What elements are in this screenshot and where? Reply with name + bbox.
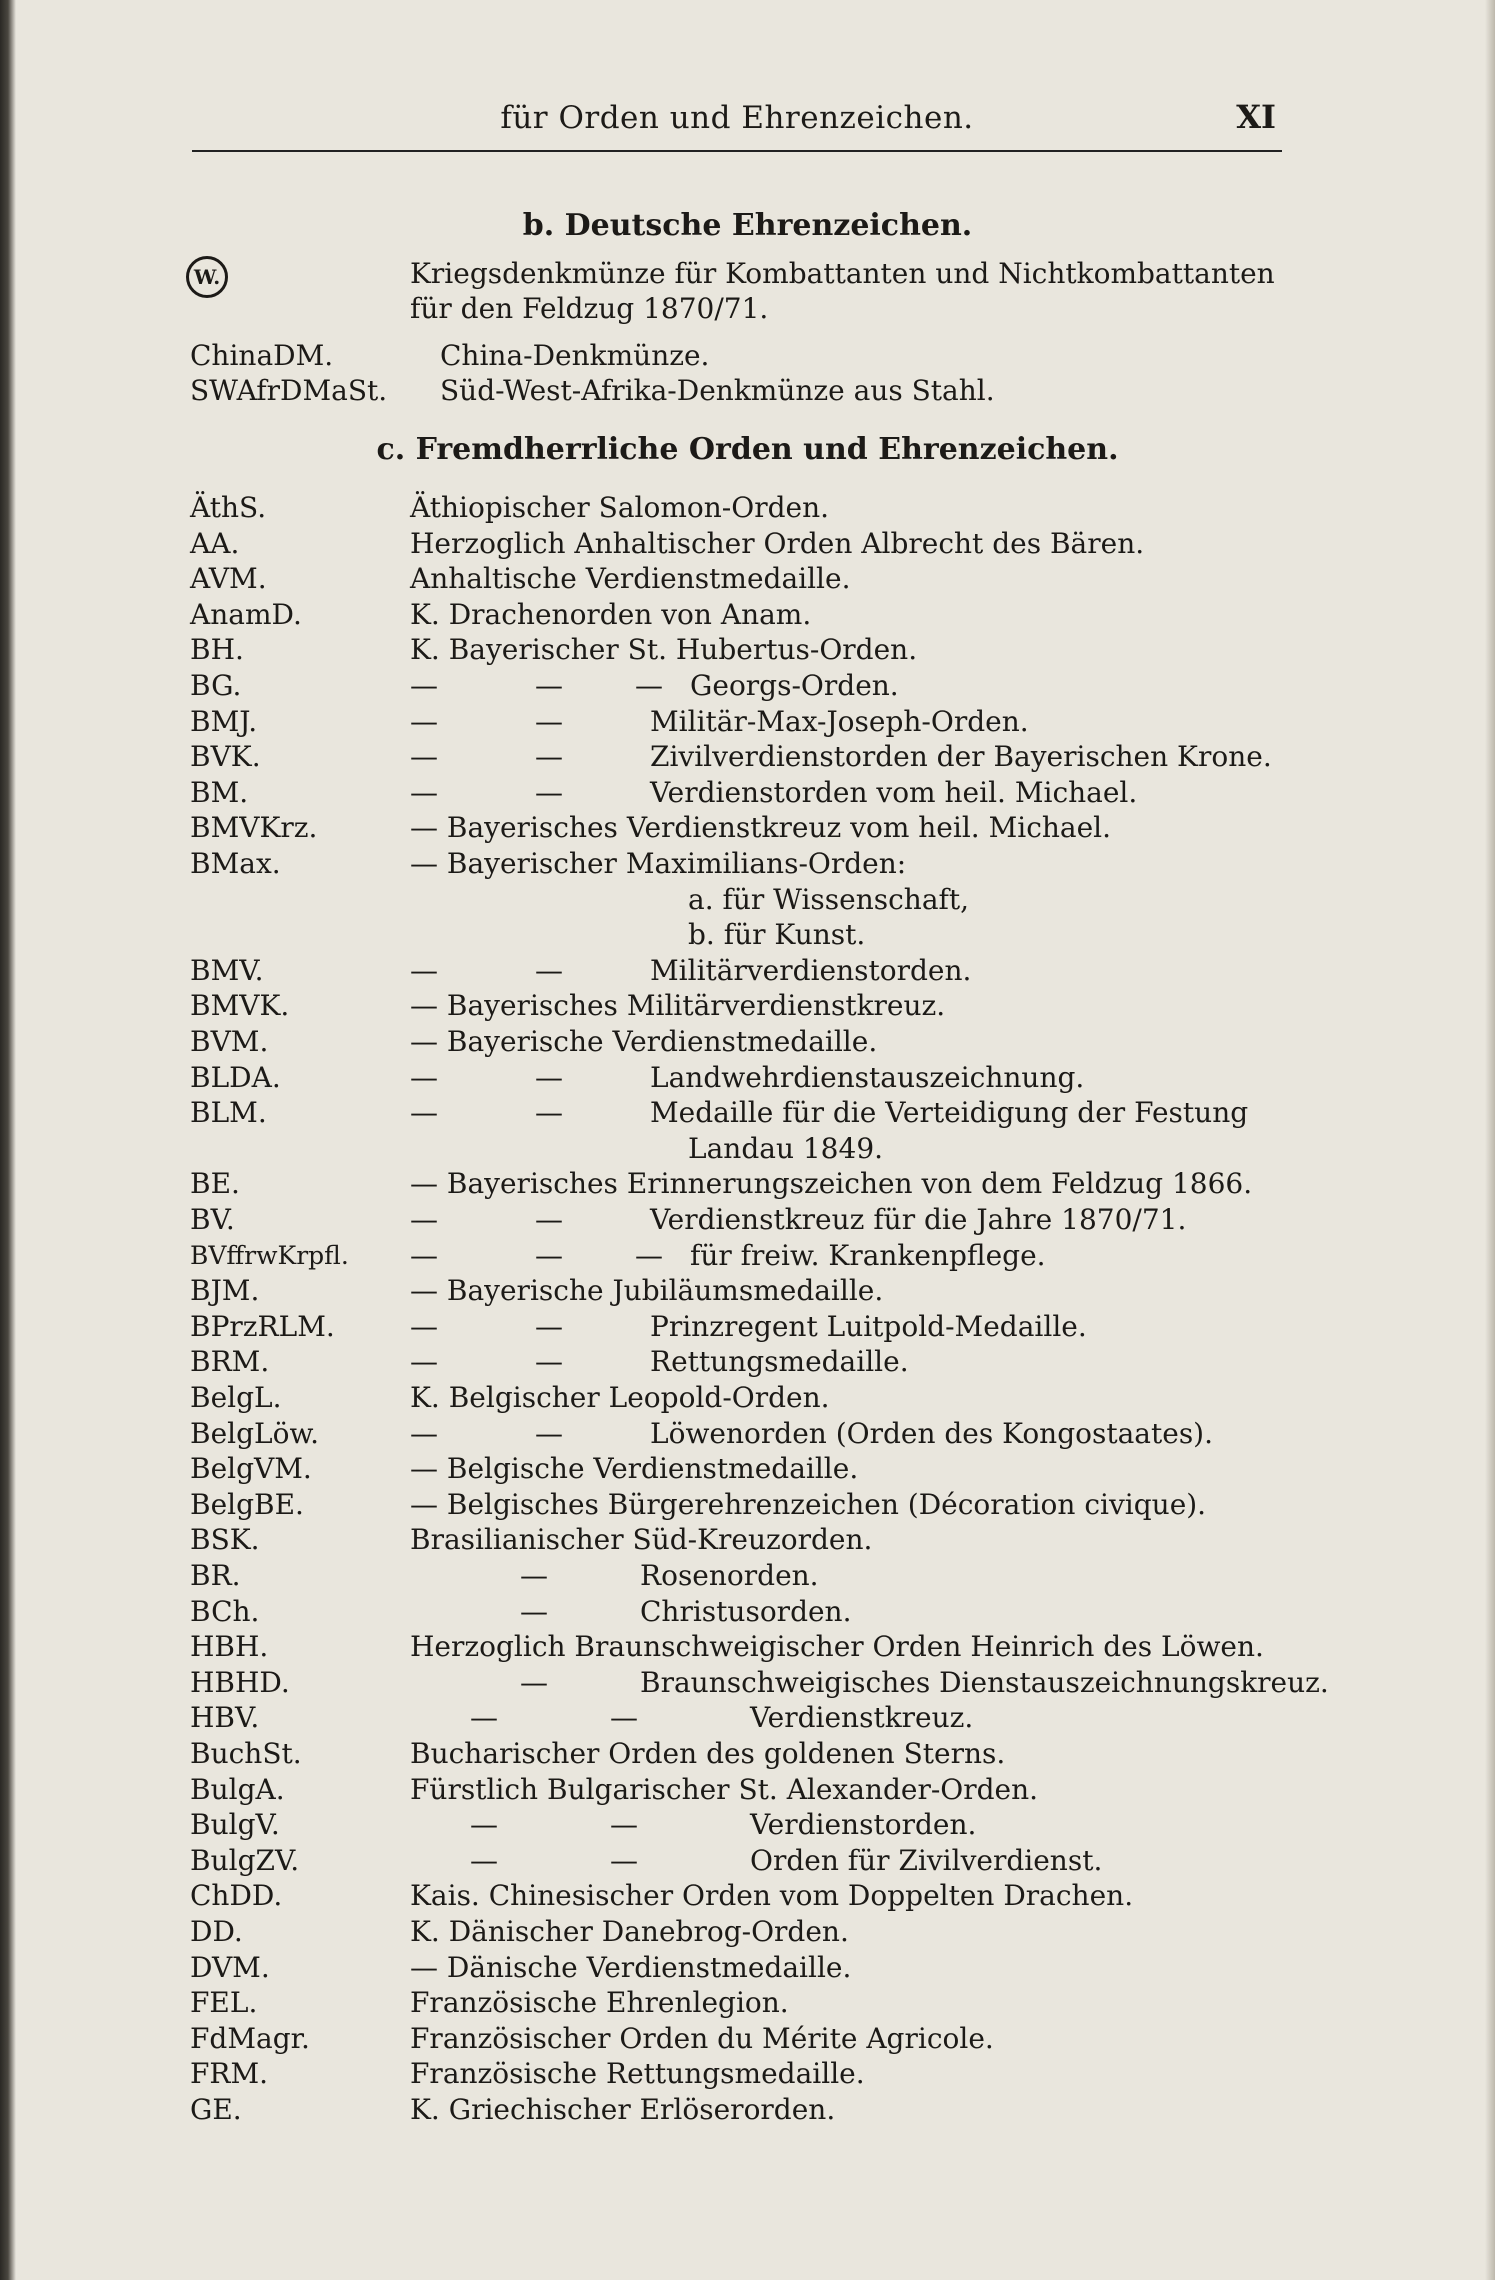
ditto-mark: — — [535, 1238, 563, 1272]
entry-abbr: ChinaDM. — [190, 339, 334, 372]
entry-abbr: BelgVM. — [190, 1452, 312, 1486]
entry-desc: Militärverdienstorden. — [650, 953, 972, 987]
entry-desc: Anhaltische Verdienstmedaille. — [410, 562, 851, 596]
entry-desc: Bucharischer Orden des goldenen Sterns. — [410, 1737, 1006, 1770]
entry-abbr: HBHD. — [190, 1665, 290, 1699]
entry-abbr: BMax. — [190, 847, 281, 880]
entry-desc: China-Denkmünze. — [440, 339, 710, 372]
entry-abbr: SWAfrDMaSt. — [190, 374, 388, 407]
ditto-mark: — — [535, 775, 563, 809]
entry-subline: Landau 1849. — [688, 1131, 884, 1165]
entry-abbr: BVM. — [190, 1025, 269, 1058]
ditto-mark: — — [520, 1665, 548, 1699]
ditto-mark: — — [610, 1808, 638, 1842]
entry-abbr: BH. — [190, 633, 244, 667]
entry-desc-cont: für den Feldzug 1870/71. — [410, 292, 769, 325]
entry-desc: Rosenorden. — [640, 1559, 819, 1592]
entry-desc: Herzoglich Braunschweigischer Orden Heinrich des Löwen. — [410, 1630, 1264, 1664]
entry-subline: a. für Wissenschaft, — [688, 882, 970, 916]
entry-abbr: GE. — [190, 2093, 242, 2126]
ditto-mark: — — [635, 669, 663, 702]
entry-abbr: AnamD. — [190, 597, 302, 631]
entry-abbr: BPrzRLM. — [190, 1309, 335, 1343]
entry-abbr: BelgL. — [190, 1381, 282, 1414]
entry-desc: — Bayerischer Maximilians-Orden: — [410, 847, 907, 880]
ditto-mark: — — [535, 1416, 563, 1450]
ditto-mark: — — [520, 1559, 548, 1592]
ditto-mark: — — [410, 669, 438, 702]
ditto-mark: — — [535, 953, 563, 987]
ditto-mark: — — [520, 1594, 548, 1628]
ditto-mark: — — [535, 704, 563, 738]
entry-desc: Verdienstorden vom heil. Michael. — [650, 775, 1138, 809]
ditto-mark: — — [610, 1701, 638, 1735]
entry-desc: Georgs-Orden. — [690, 669, 899, 702]
ditto-mark: — — [535, 1345, 563, 1379]
entry-abbr: BSK. — [190, 1523, 260, 1557]
entry-desc: Kriegsdenkmünze für Kombattanten und Nichtkombattanten — [410, 257, 1275, 290]
ditto-mark: — — [410, 1345, 438, 1379]
ditto-mark: — — [470, 1808, 498, 1842]
entry-desc: Braunschweigisches Dienstauszeichnungskreuz. — [640, 1665, 1329, 1699]
section-b-heading: b. Deutsche Ehrenzeichen. — [522, 208, 973, 243]
entry-desc: Orden für Zivilverdienst. — [750, 1843, 1103, 1877]
entry-abbr: BMVK. — [190, 989, 290, 1023]
page-header — [192, 92, 1282, 152]
entry-desc: — Bayerische Jubiläumsmedaille. — [410, 1274, 884, 1308]
entry-desc: — Bayerische Verdienstmedaille. — [410, 1025, 878, 1058]
entry-abbr: BRM. — [190, 1345, 270, 1379]
entry-abbr: BCh. — [190, 1594, 260, 1628]
entry-desc: Fürstlich Bulgarischer St. Alexander-Orden. — [410, 1772, 1039, 1806]
entry-abbr: FdMagr. — [190, 2021, 310, 2055]
entry-abbr: BG. — [190, 669, 242, 702]
entry-desc: Kais. Chinesischer Orden vom Doppelten Drachen. — [410, 1879, 1134, 1913]
ditto-mark: — — [410, 1238, 438, 1272]
entry-abbr: AVM. — [190, 562, 267, 596]
ditto-mark: — — [535, 669, 563, 702]
entry-abbr: BelgBE. — [190, 1487, 304, 1521]
seal-symbol: W. — [186, 256, 228, 298]
entry-desc: für freiw. Krankenpflege. — [690, 1238, 1046, 1272]
entry-abbr: BelgLöw. — [190, 1416, 320, 1450]
ditto-mark: — — [470, 1701, 498, 1735]
ditto-mark: — — [635, 1238, 663, 1272]
entry-desc: Verdienstorden. — [750, 1808, 977, 1842]
entry-abbr: ÄthS. — [190, 491, 267, 524]
entry-abbr: BM. — [190, 775, 249, 809]
entry-subline: b. für Kunst. — [688, 918, 866, 952]
entry-abbr: BR. — [190, 1559, 241, 1592]
entry-desc: K. Belgischer Leopold-Orden. — [410, 1381, 830, 1414]
ditto-mark: — — [610, 1843, 638, 1877]
entry-abbr: ChDD. — [190, 1879, 283, 1913]
entry-abbr: FRM. — [190, 2057, 269, 2091]
entry-abbr: BulgV. — [190, 1808, 280, 1842]
entry-desc: Militär-Max-Joseph-Orden. — [650, 704, 1029, 738]
entry-desc: Landwehrdienstauszeichnung. — [650, 1060, 1085, 1094]
entry-abbr: DVM. — [190, 1950, 270, 1984]
entry-desc: Löwenorden (Orden des Kongostaates). — [650, 1416, 1214, 1450]
entry-desc: — Bayerisches Verdienstkreuz vom heil. Michael. — [410, 811, 1112, 845]
entry-desc: Prinzregent Luitpold-Medaille. — [650, 1309, 1087, 1343]
running-title: für Orden und Ehrenzeichen. — [500, 100, 974, 136]
ditto-mark: — — [535, 1060, 563, 1094]
entry-desc: K. Drachenorden von Anam. — [410, 597, 812, 631]
ditto-mark: — — [410, 1060, 438, 1094]
entry-desc: Christusorden. — [640, 1594, 852, 1628]
entry-abbr: BLDA. — [190, 1060, 281, 1094]
ditto-mark: — — [535, 740, 563, 774]
entry-desc: Medaille für die Verteidigung der Festung — [650, 1096, 1249, 1130]
ditto-mark: — — [535, 1203, 563, 1236]
entry-desc: — Dänische Verdienstmedaille. — [410, 1950, 852, 1984]
entry-abbr: BV. — [190, 1203, 235, 1236]
book-spine-shadow — [0, 0, 16, 2280]
entry-abbr: BMV. — [190, 953, 264, 987]
page-edge — [1485, 0, 1495, 2280]
entry-abbr: BVK. — [190, 740, 261, 774]
entry-abbr: AA. — [190, 526, 240, 560]
entry-desc: Verdienstkreuz. — [750, 1701, 974, 1735]
entry-desc: Äthiopischer Salomon-Orden. — [410, 491, 830, 524]
ditto-mark: — — [410, 1416, 438, 1450]
entry-desc: Zivilverdienstorden der Bayerischen Krone. — [650, 740, 1272, 774]
entry-desc: Süd-West-Afrika-Denkmünze aus Stahl. — [440, 374, 995, 407]
entry-desc: Französischer Orden du Mérite Agricole. — [410, 2021, 994, 2055]
page-number: XI — [1236, 98, 1276, 136]
entry-desc: K. Bayerischer St. Hubertus-Orden. — [410, 633, 918, 667]
entry-abbr: BuchSt. — [190, 1737, 302, 1770]
entry-desc: — Belgisches Bürgerehrenzeichen (Décoration civique). — [410, 1487, 1207, 1521]
entry-desc: Herzoglich Anhaltischer Orden Albrecht des Bären. — [410, 526, 1145, 560]
ditto-mark: — — [410, 1096, 438, 1130]
entry-desc: K. Griechischer Erlöserorden. — [410, 2093, 836, 2126]
section-c-heading: c. Fremdherrliche Orden und Ehrenzeichen. — [376, 432, 1119, 467]
ditto-mark: — — [410, 1309, 438, 1343]
entry-abbr: BMVKrz. — [190, 811, 318, 845]
entry-desc: Rettungsmedaille. — [650, 1345, 909, 1379]
entry-desc: Französische Ehrenlegion. — [410, 1986, 789, 2020]
entry-abbr: DD. — [190, 1915, 243, 1948]
ditto-mark: — — [410, 740, 438, 774]
entry-abbr: FEL. — [190, 1986, 258, 2020]
ditto-mark: — — [535, 1096, 563, 1130]
entry-abbr: BMJ. — [190, 704, 258, 738]
entry-abbr: BE. — [190, 1167, 240, 1201]
entry-desc: K. Dänischer Danebrog-Orden. — [410, 1915, 849, 1948]
ditto-mark: — — [535, 1309, 563, 1343]
entry-abbr: HBV. — [190, 1701, 260, 1735]
entry-abbr: BVffrwKrpfl. — [190, 1240, 349, 1270]
entry-desc: — Bayerisches Militärverdienstkreuz. — [410, 989, 946, 1023]
entry-abbr: BulgZV. — [190, 1843, 300, 1877]
ditto-mark: — — [410, 1203, 438, 1236]
ditto-mark: — — [470, 1843, 498, 1877]
entry-abbr: BJM. — [190, 1274, 260, 1308]
ditto-mark: — — [410, 775, 438, 809]
entry-abbr: BulgA. — [190, 1772, 285, 1806]
ditto-mark: — — [410, 704, 438, 738]
entry-abbr: HBH. — [190, 1630, 269, 1664]
entry-desc: — Bayerisches Erinnerungszeichen von dem Feldzug 1866. — [410, 1167, 1253, 1201]
entry-desc: Verdienstkreuz für die Jahre 1870/71. — [650, 1203, 1187, 1236]
ditto-mark: — — [410, 953, 438, 987]
entry-abbr: BLM. — [190, 1096, 267, 1130]
entry-desc: — Belgische Verdienstmedaille. — [410, 1452, 859, 1486]
entry-desc: Brasilianischer Süd-Kreuzorden. — [410, 1523, 873, 1557]
entry-desc: Französische Rettungsmedaille. — [410, 2057, 865, 2091]
